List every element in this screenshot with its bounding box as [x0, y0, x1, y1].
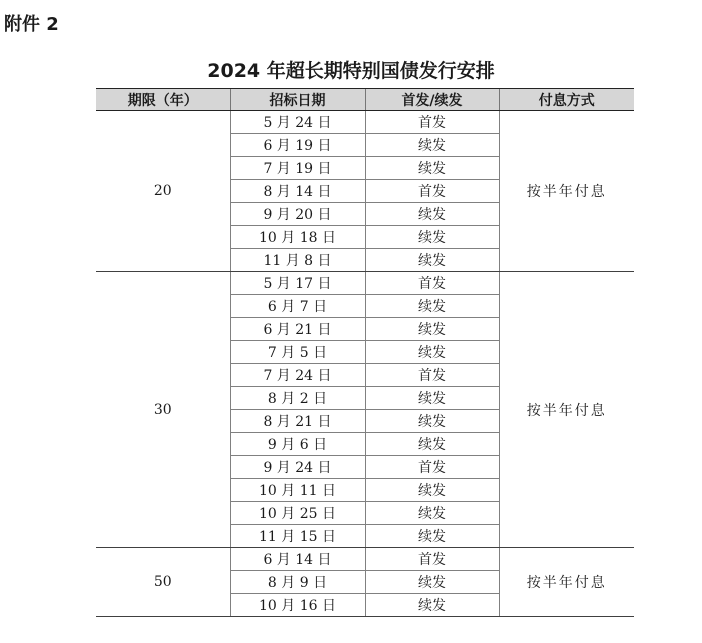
document-title: 2024 年超长期特别国债发行安排: [207, 60, 495, 82]
table-row: [96, 111, 634, 134]
auction-date-cell: 8 月 21 日: [230, 410, 365, 433]
table-header: [96, 89, 634, 111]
header-row: [96, 89, 634, 111]
issue-type-cell: 续发: [365, 571, 499, 594]
auction-date-cell: 8 月 9 日: [230, 571, 365, 594]
auction-date-cell: 9 月 20 日: [230, 203, 365, 226]
auction-date-cell: 9 月 24 日: [230, 456, 365, 479]
header-term: 期限（年）: [96, 89, 230, 111]
header-interest: 付息方式: [499, 89, 634, 111]
table-row: [96, 272, 634, 295]
auction-date-cell: 5 月 24 日: [230, 111, 365, 134]
auction-date-cell: 6 月 19 日: [230, 134, 365, 157]
auction-date-cell: 10 月 11 日: [230, 479, 365, 502]
issue-type-cell: 续发: [365, 226, 499, 249]
issue-type-cell: 续发: [365, 502, 499, 525]
auction-date-cell: 5 月 17 日: [230, 272, 365, 295]
issue-type-cell: 续发: [365, 479, 499, 502]
attachment-label: 附件 2: [4, 14, 59, 35]
auction-date-cell: 8 月 2 日: [230, 387, 365, 410]
issue-type-cell: 续发: [365, 594, 499, 617]
issue-type-cell: 续发: [365, 249, 499, 272]
auction-date-cell: 6 月 14 日: [230, 548, 365, 571]
issue-type-cell: 首发: [365, 111, 499, 134]
issue-type-cell: 首发: [365, 180, 499, 203]
issue-type-cell: 续发: [365, 203, 499, 226]
auction-date-cell: 7 月 19 日: [230, 157, 365, 180]
auction-date-cell: 8 月 14 日: [230, 180, 365, 203]
auction-date-cell: 9 月 6 日: [230, 433, 365, 456]
auction-date-cell: 11 月 15 日: [230, 525, 365, 548]
issue-type-cell: 首发: [365, 364, 499, 387]
auction-date-cell: 7 月 5 日: [230, 341, 365, 364]
auction-date-cell: 10 月 16 日: [230, 594, 365, 617]
interest-method-cell: 按半年付息: [499, 111, 634, 272]
issue-type-cell: 续发: [365, 410, 499, 433]
issue-type-cell: 续发: [365, 387, 499, 410]
interest-method-cell: 按半年付息: [499, 548, 634, 617]
auction-date-cell: 11 月 8 日: [230, 249, 365, 272]
table-row: [96, 548, 634, 571]
header-issue-type: 首发/续发: [365, 89, 499, 111]
term-cell: 50: [96, 548, 230, 617]
table-body: [96, 111, 634, 617]
header-auction-date: 招标日期: [230, 89, 365, 111]
term-cell: 20: [96, 111, 230, 272]
issue-type-cell: 首发: [365, 456, 499, 479]
issue-type-cell: 续发: [365, 341, 499, 364]
term-cell: 30: [96, 272, 230, 548]
issue-type-cell: 续发: [365, 157, 499, 180]
issue-type-cell: 续发: [365, 295, 499, 318]
auction-date-cell: 10 月 25 日: [230, 502, 365, 525]
auction-date-cell: 6 月 7 日: [230, 295, 365, 318]
issue-type-cell: 首发: [365, 548, 499, 571]
issue-type-cell: 续发: [365, 525, 499, 548]
issue-type-cell: 续发: [365, 318, 499, 341]
auction-date-cell: 6 月 21 日: [230, 318, 365, 341]
interest-method-cell: 按半年付息: [499, 272, 634, 548]
issue-type-cell: 首发: [365, 272, 499, 295]
issue-type-cell: 续发: [365, 433, 499, 456]
auction-date-cell: 10 月 18 日: [230, 226, 365, 249]
bond-schedule-table: [96, 88, 634, 617]
issue-type-cell: 续发: [365, 134, 499, 157]
auction-date-cell: 7 月 24 日: [230, 364, 365, 387]
